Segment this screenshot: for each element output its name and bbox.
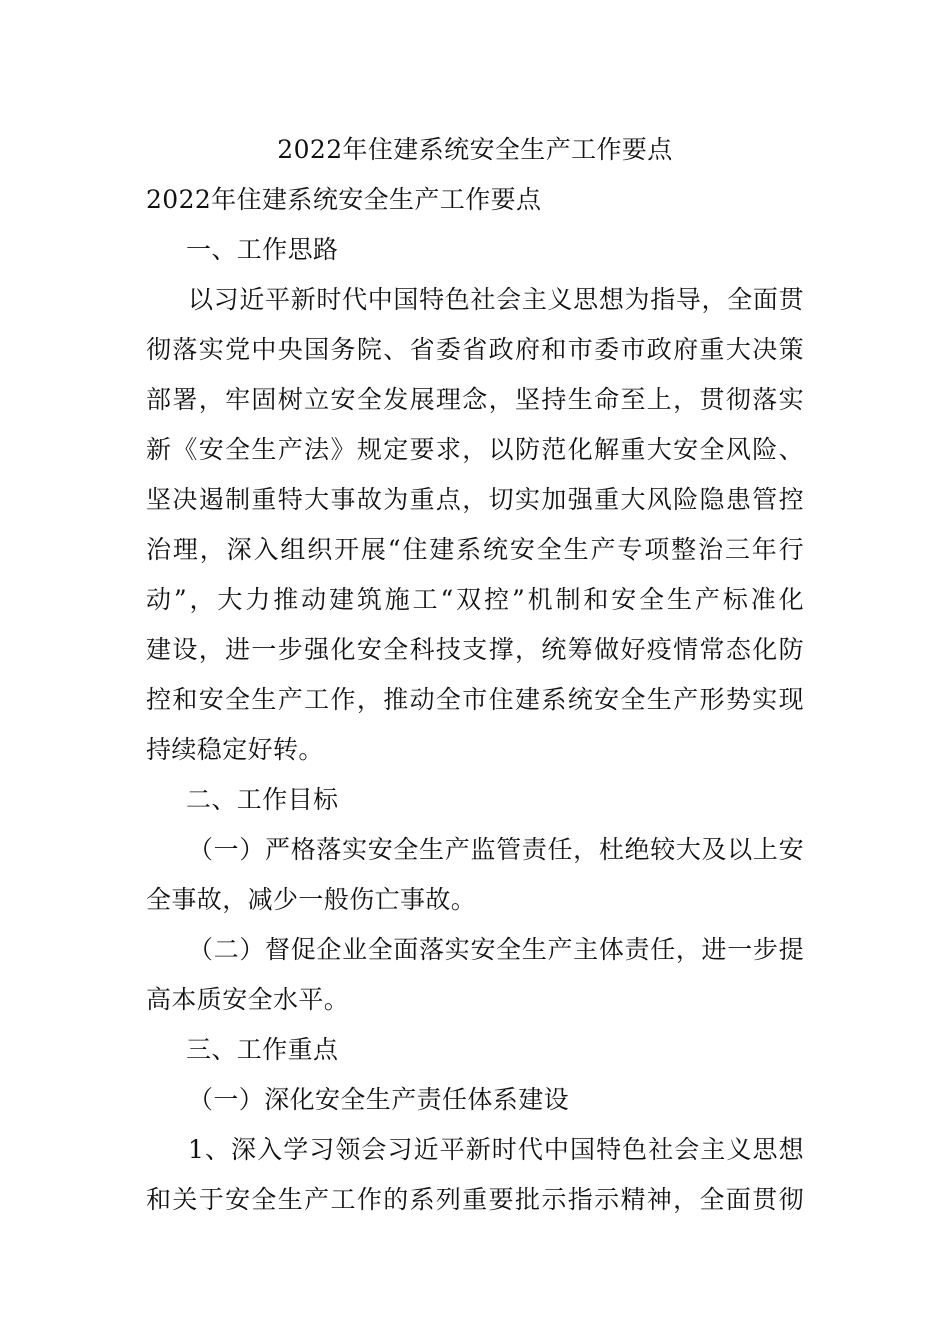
section-heading-approach: 一、工作思路 <box>186 235 339 264</box>
paragraph-line: 建设，进一步强化安全科技支撑，统筹做好疫情常态化防 <box>146 635 804 664</box>
document-title: 2022年住建系统安全生产工作要点 <box>277 135 673 164</box>
paragraph-line: 治理，深入组织开展“住建系统安全生产专项整治三年行 <box>146 535 804 564</box>
goal-item-line: 高本质安全水平。 <box>146 985 350 1014</box>
paragraph-line: 控和安全生产工作，推动全市住建系统安全生产形势实现 <box>146 685 804 714</box>
paragraph-line: 持续稳定好转。 <box>146 735 324 764</box>
section-heading-goals: 二、工作目标 <box>186 785 339 814</box>
paragraph-line: 动”，大力推动建筑施工“双控”机制和安全生产标准化 <box>146 585 804 614</box>
paragraph-line: 以习近平新时代中国特色社会主义思想为指导，全面贯 <box>188 285 804 314</box>
goal-item-line: 全事故，减少一般伤亡事故。 <box>146 885 477 914</box>
document-subtitle: 2022年住建系统安全生产工作要点 <box>146 185 542 214</box>
subsection-heading: （一）深化安全生产责任体系建设 <box>188 1085 570 1114</box>
paragraph-line: 坚决遏制重特大事故为重点，切实加强重大风险隐患管控 <box>146 485 804 514</box>
point-line: 和关于安全生产工作的系列重要批示指示精神，全面贯彻 <box>146 1185 804 1214</box>
paragraph-line: 彻落实党中央国务院、省委省政府和市委市政府重大决策 <box>146 335 804 364</box>
goal-item-line: （二）督促企业全面落实安全生产主体责任，进一步提 <box>188 935 804 964</box>
point-line: 1、深入学习领会习近平新时代中国特色社会主义思想 <box>188 1135 804 1164</box>
section-heading-focus: 三、工作重点 <box>186 1035 339 1064</box>
goal-item-line: （一）严格落实安全生产监管责任，杜绝较大及以上安 <box>188 835 804 864</box>
paragraph-line: 部署，牢固树立安全发展理念，坚持生命至上，贯彻落实 <box>146 385 804 414</box>
paragraph-line: 新《安全生产法》规定要求，以防范化解重大安全风险、 <box>146 435 804 464</box>
